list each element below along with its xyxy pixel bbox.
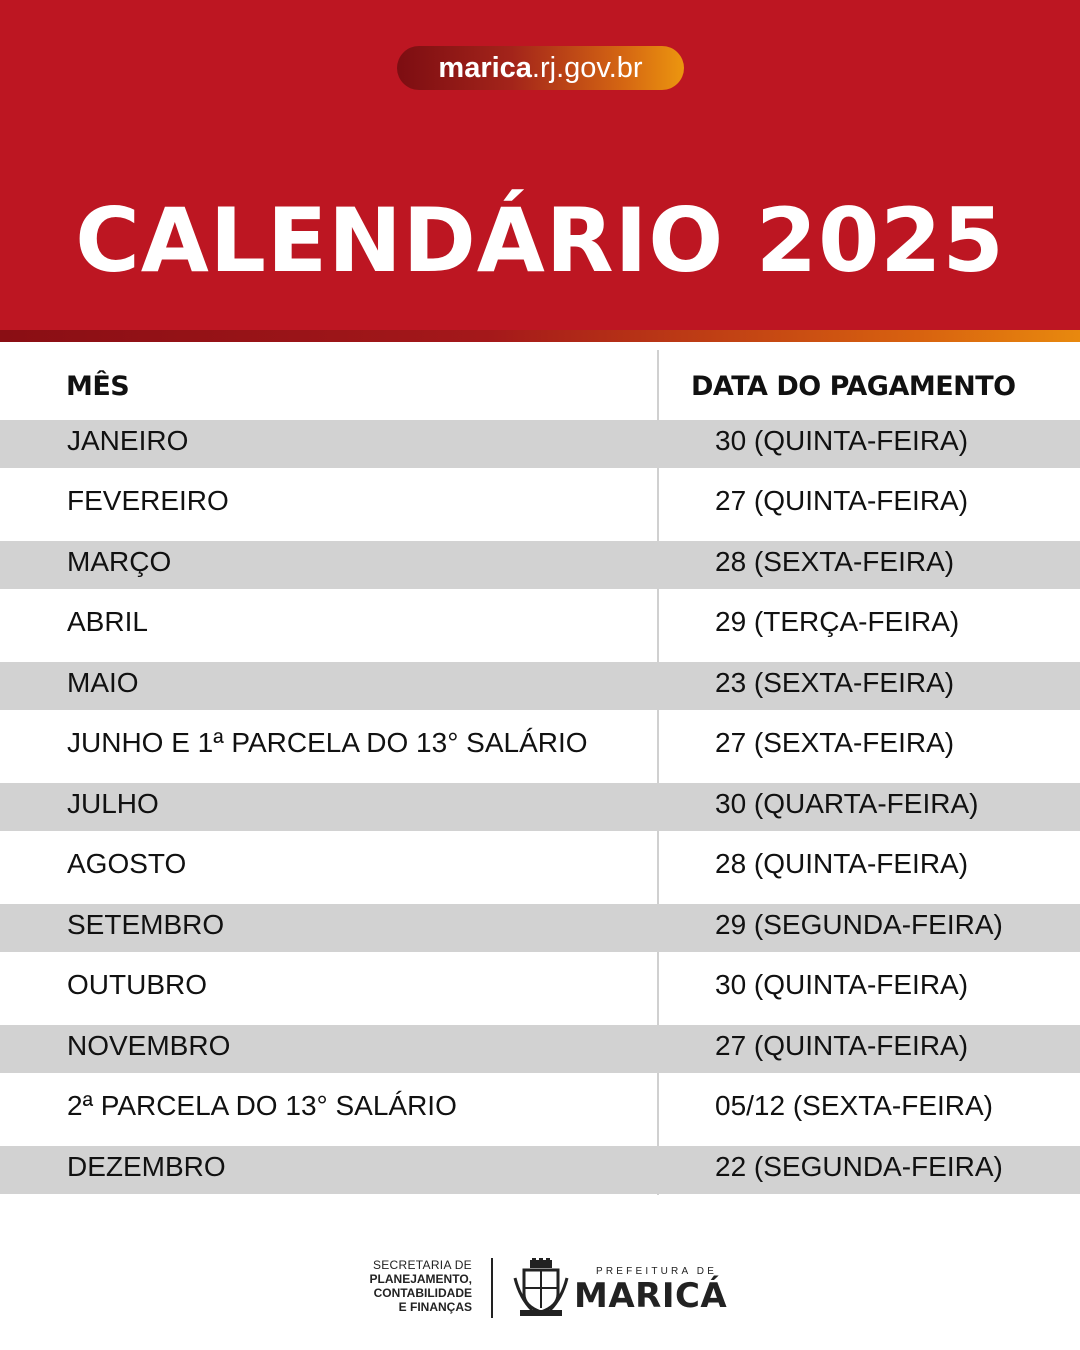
payment-date-cell: 28 (QUINTA-FEIRA) [715, 848, 969, 879]
payment-date-cell: 22 (SEGUNDA-FEIRA) [715, 1151, 1003, 1182]
table-row [0, 1025, 1080, 1073]
month-cell: OUTUBRO [67, 969, 207, 1000]
marica-logo-text: MARICÁ [574, 1276, 728, 1316]
secretaria-line: SECRETARIA DE [372, 1258, 472, 1272]
table-row [0, 831, 1080, 904]
month-cell: JANEIRO [67, 425, 189, 456]
month-cell: AGOSTO [67, 848, 187, 879]
payment-date-cell: 28 (SEXTA-FEIRA) [715, 546, 955, 577]
header-banner [0, 0, 1080, 330]
table-row [0, 541, 1080, 589]
secretaria-line: PLANEJAMENTO, [369, 1272, 472, 1286]
site-url-pill[interactable] [397, 46, 684, 90]
month-cell: MAIO [67, 667, 139, 698]
table-row [0, 952, 1080, 1025]
secretaria-line: CONTABILIDADE [373, 1286, 472, 1300]
payment-date-cell: 27 (SEXTA-FEIRA) [715, 727, 955, 758]
table-row [0, 589, 1080, 662]
payment-date-cell: 27 (QUINTA-FEIRA) [715, 1030, 969, 1061]
month-cell: JUNHO E 1ª PARCELA DO 13° SALÁRIO [67, 727, 588, 758]
prefeitura-label: PREFEITURA DE [596, 1266, 718, 1277]
table-row [0, 783, 1080, 831]
payment-date-cell: 23 (SEXTA-FEIRA) [715, 667, 955, 698]
header-payment-date: DATA DO PAGAMENTO [691, 371, 1016, 402]
secretaria-line: E FINANÇAS [398, 1300, 472, 1314]
payment-date-cell: 30 (QUARTA-FEIRA) [715, 788, 979, 819]
month-cell: NOVEMBRO [67, 1030, 231, 1061]
secretaria-label [330, 1258, 472, 1314]
header-month: MÊS [66, 371, 130, 402]
month-cell: JULHO [67, 788, 159, 819]
footer [0, 1250, 1080, 1330]
month-cell: MARÇO [67, 546, 172, 577]
payment-date-cell: 29 (SEGUNDA-FEIRA) [715, 909, 1003, 940]
table-row [0, 420, 1080, 468]
payment-table [0, 420, 1080, 1194]
month-cell: 2ª PARCELA DO 13° SALÁRIO [67, 1090, 457, 1121]
page-title: CALENDÁRIO 2025 [75, 189, 1005, 292]
table-row [0, 904, 1080, 952]
table-row [0, 662, 1080, 710]
table-row [0, 1073, 1080, 1146]
month-cell: FEVEREIRO [67, 485, 229, 516]
city-coat-of-arms-icon [512, 1258, 570, 1318]
site-url-rest: .rj.gov.br [531, 52, 643, 84]
site-url-bold: marica [438, 52, 532, 84]
payment-date-cell: 30 (QUINTA-FEIRA) [715, 425, 969, 456]
month-cell: DEZEMBRO [67, 1151, 226, 1182]
month-cell: ABRIL [67, 606, 148, 637]
footer-divider [491, 1258, 493, 1318]
month-cell: SETEMBRO [67, 909, 225, 940]
header-stripe [0, 330, 1080, 342]
payment-date-cell: 27 (QUINTA-FEIRA) [715, 485, 969, 516]
table-row [0, 710, 1080, 783]
table-row [0, 1146, 1080, 1194]
payment-date-cell: 30 (QUINTA-FEIRA) [715, 969, 969, 1000]
payment-date-cell: 29 (TERÇA-FEIRA) [715, 606, 960, 637]
table-row [0, 468, 1080, 541]
payment-date-cell: 05/12 (SEXTA-FEIRA) [715, 1090, 994, 1121]
